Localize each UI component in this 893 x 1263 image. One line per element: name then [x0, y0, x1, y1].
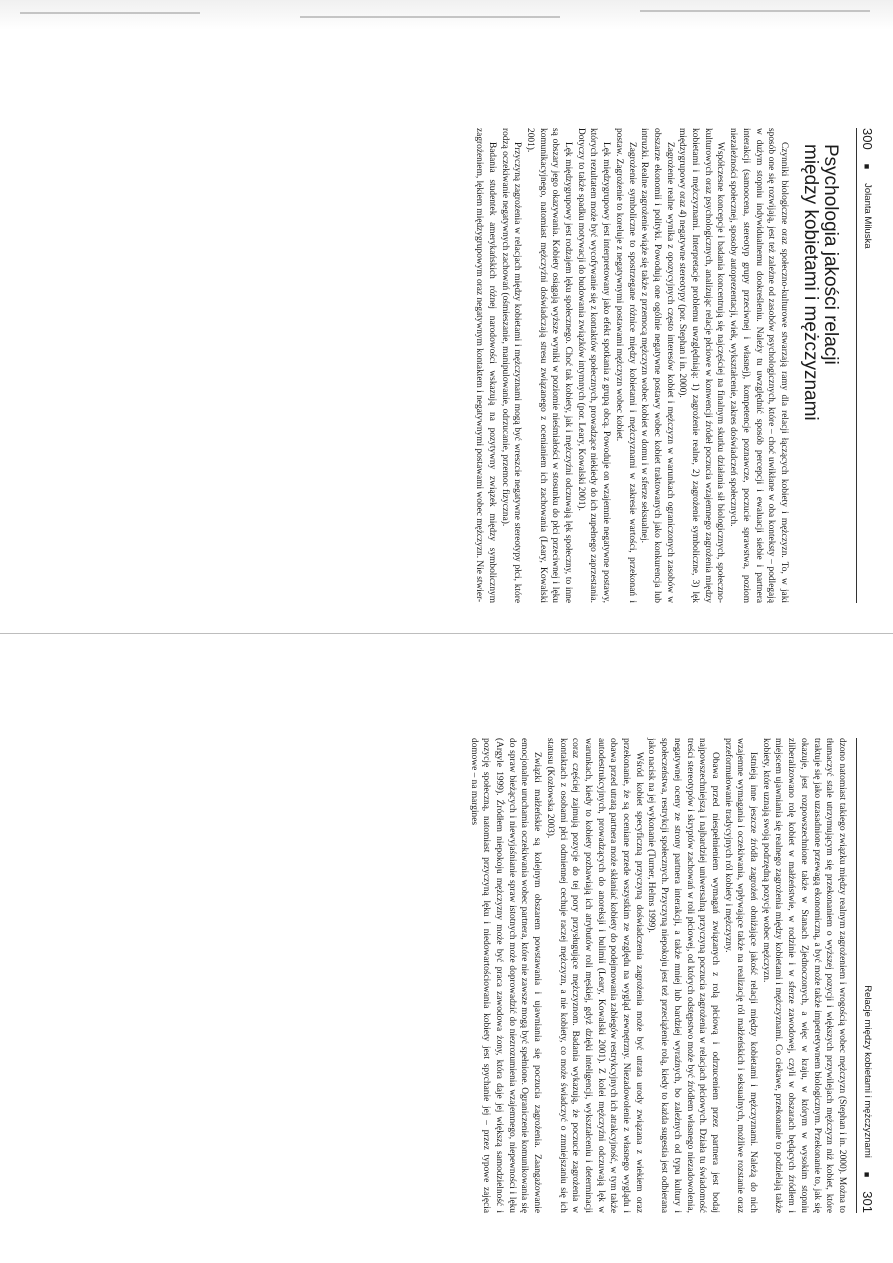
scan-edge-shading — [0, 0, 893, 30]
bullet-separator-icon: ■ — [862, 1171, 873, 1178]
chapter-title-line2: między kobietami i mężczyznami — [800, 144, 821, 421]
page-fold — [0, 633, 893, 634]
scan-streak — [640, 10, 870, 12]
paragraph: Współczesne koncepcje i badania koncentrują się najczęściej na finalnym skutku działania sił biologicznych, społeczno-kulturowych oraz psychologicznych, analizując relacje płciowe w konwencji źródeł poczucia wzajemnego zagrożenia między kobietami i mężczyznami. Interpretacje problemu uwzględniają: 1) zagrożenie realne, 2) zagrożenie symboliczne, 3) lęk międzygrupowy oraz 4) negatywne stereotypy (por. Stephan i in. 2000). — [677, 128, 726, 603]
paragraph: Czynniki biologiczne oraz społeczno-kulturowe stwarzają ramy dla relacji łączących kobiety i mężczyzn. To, w jaki sposób one się rozwijają, jest też zależne od zasobów psychologicznych, które – choć uwikłane w oba konteksty – podlegają w dużym stopniu indywidualnemu dookreśleniu. Należy tu uwzględnić sposób percepcji i ewaluacji siebie i partnera interakcji (samoocena, stereotyp grupy przeciwnej i własnej), kompetencje poznawcze, poczucie sprawstwa, poziom niezależności społecznej, sposoby autoprezentacji, wiek, wykształcenie, zakres doświadczeń społecznych. — [728, 128, 789, 603]
paragraph: Związki małżeńskie są kolejnym obszarem powstawania i ujawniania się poczucia zagrożenia. Zaangażowanie emocjonalne uruchamia oczekiwania wobec partnera, które nie zawsze mogą być spełnione. Ograniczenie komunikowania się do spraw bieżących i niewyjaśnianie spraw istotnych może doprowadzić do niezrozumienia wzajemnego, niepewności i lęku (Argyle 1999). Źródłem niepokoju mężczyzny może być praca zawodowa żony, która daje jej większą samodzielność i pozycję społeczną, natomiast przyczyną lęku i niedowartościowania kobiety jest spychanie jej – przez typowe zajęcia domowe – na margines — [468, 738, 543, 1213]
chapter-title — [800, 144, 840, 603]
scan-streak — [20, 12, 200, 14]
paragraph: Wśród kobiet specyficzną przyczyną doświadczenia zagrożenia może być utrata urody związana z wiekiem oraz przekonanie, że są oceniane przede wszystkim ze względu na wygląd zewnętrzny. Niezadowolenie z własnego wyglądu i obawa przed utratą partnera może skłaniać kobiety do podejmowania zabiegów restrykcyjnych ich atrakcyjność, w tym także autodestrukcyjnych, prowadzących do anoreksji i bulimii (Leary, Kowalski 2001). Z kolei mężczyźni odczuwają lęk w warunkach, kiedy to kobiety pozbawiają ich atrybutów roli męskiej, gdyż dzięki inteligencji, wykształceniu i determinacji coraz częściej zajmują pozycje do tej pory przysługujące mężczyznom. Badania wykazują, że poczucie zagrożenia w kontaktach z osobami płci odmiennej cechuje raczej mężczyzn, a nie kobiety, co może świadczyć o zmniejszaniu się ich statusu (Kozłowska 2003). — [544, 738, 644, 1213]
running-title: Relacje między kobietami i mężczyznami — [862, 985, 873, 1158]
chapter-title-line1: Psychologia jakości relacji — [820, 144, 841, 365]
paragraph: Obawa przed niespełnieniem wymagań związanych z rolą płciową i odrzuceniem przez partnera jest bodaj najpowszechniejszą i najbardziej uniwersalną przyczyną poczucia zagrożenia w relacjach płciowych. Działa tu świadomość treści stereotypów i skryptów zachowań w roli płciowej, od których odstępstwo może być źródłem własnego niezadowolenia, negatywnej oceny ze strony partnera interakcji, a także mniej lub bardziej wyraźnych, bo zależnych od typu kultury i społeczeństwa, restrykcji społecznych. Przyczyną niepokoju jest też przeciążenie rolą, kiedy to każda sugestia jest odbierana jako nacisk na jej wykonanie (Turner, Helms 1999). — [646, 738, 720, 1213]
paragraph: Zagrożenie realne wynika z opozycyjnych często interesów kobiet i mężczyzn w warunkach ograniczonych zasobów w obszarze ekonomii i polityki. Powodują one ogólnie negatywne postawy wobec kobiet traktowanych jako konkurencja lub intruzki. Realne zagrożenie wiąże się także z przemocą mężczyzn wobec kobiet w domu i w sferze seksualnej. — [639, 128, 675, 603]
page-number: 300 — [860, 128, 875, 150]
paragraph: Przyczyną zagrożenia w relacjach między kobietami i mężczyznami mogą być wreszcie negatywne stereotypy płci, które rodzą oczekiwanie negatywnych zachowań (ośmieszanie, manipulowanie, odrzucanie, przemoc fizyczna). — [499, 128, 523, 603]
paragraph: Badania studentek amerykańskich różnej narodowości wskazują na pozytywny związek między symbolicznym zagrożeniem, lękiem międzygrupowym oraz negatywnym kontaktem i negatywnymi postawami wobec mężczyzn. Nie stwier- — [474, 128, 497, 603]
page-300 — [75, 128, 875, 603]
bullet-separator-icon: ■ — [862, 163, 873, 170]
scan-streak — [300, 16, 560, 18]
paragraph: dzono natomiast takiego związku między realnym zagrożeniem i wrogością wobec mężczyzn (Stephan i in. 2000). Można to tłumaczyć stale utrzymującym się przekonaniem o wyższej pozycji i większych przywilejach mężczyzn niż kobiet, które traktuje się jako uzasadnione przewagą ekonomiczną, a być może także impetretywnem biologicznym. Przekonanie to, jak się okazuje, jest rozpowszechnione także w Stanach Zjednoczonych, a więc w kraju, w którym w wysokim stopniu zliberalizowano rolę kobiet w małżeństwie, w rodzinie i w sferze zawodowej, czyli w obszarach będących źródłem i miejscem ujawniania się realnego zagrożenia między kobietami i mężczyznami. Co ciekawe, przekonanie to podzielają także kobiety, które uznają swoją podrzędną pozycję wobec mężczyzn. — [760, 738, 847, 1213]
body-text — [472, 128, 790, 603]
page-301 — [75, 738, 875, 1213]
author-name: Jolanta Miluska — [862, 183, 873, 249]
paragraph: Zagrożenie symboliczne to spostrzegane różnice między kobietami i mężczyznami w zakresie wartości, przekonań i postaw. Zagrożenie to koreluje z negatywnymi postawami mężczyzn wobec kobiet. — [613, 128, 637, 603]
paragraph: Lęk międzygrupowy jest interpretowany jako efekt spotkania z grupą obcą. Powoduje on wzajemnie negatywne postawy, których rezultatem może być wycofywanie się z kontaktów społecznych, prowadzące niekiedy do ich zupełnego zaprzestania. Dotyczy to także spadku motywacji do budowania związków intymnych (por. Leary, Kowalski 2001). — [575, 128, 612, 603]
running-head-right — [856, 738, 875, 1213]
paragraph: Lęk międzygrupowy jest rodzajem lęku społecznego. Choć tak kobiety, jak i mężczyźni odczuwają lęk społeczny, to inne są obszary jego okazywania. Kobiety osiągają wyższe wyniki w poziomie nieśmiałości w stosunku do płci przeciwnej i lęku komunikacyjnego, natomiast mężczyźni doświadczają stresu związanego z ocenianiem ich zachowania (Leary, Kowalski 2001). — [524, 128, 574, 603]
running-head-left — [856, 128, 875, 603]
body-text — [467, 738, 848, 1213]
page-number: 301 — [860, 1191, 875, 1213]
paragraph: Istnieją inne jeszcze źródła zagrożeń obniżające jakość relacji między kobietami i mężczyznami. Należą do nich wzajemne wymagania i oczekiwania, wpływające także na realizację ról małżeńskich i seksualnych, możliwe rozstanie oraz przeformułowanie tradycyjnych ról kobiety i mężczyzny. — [722, 738, 759, 1213]
